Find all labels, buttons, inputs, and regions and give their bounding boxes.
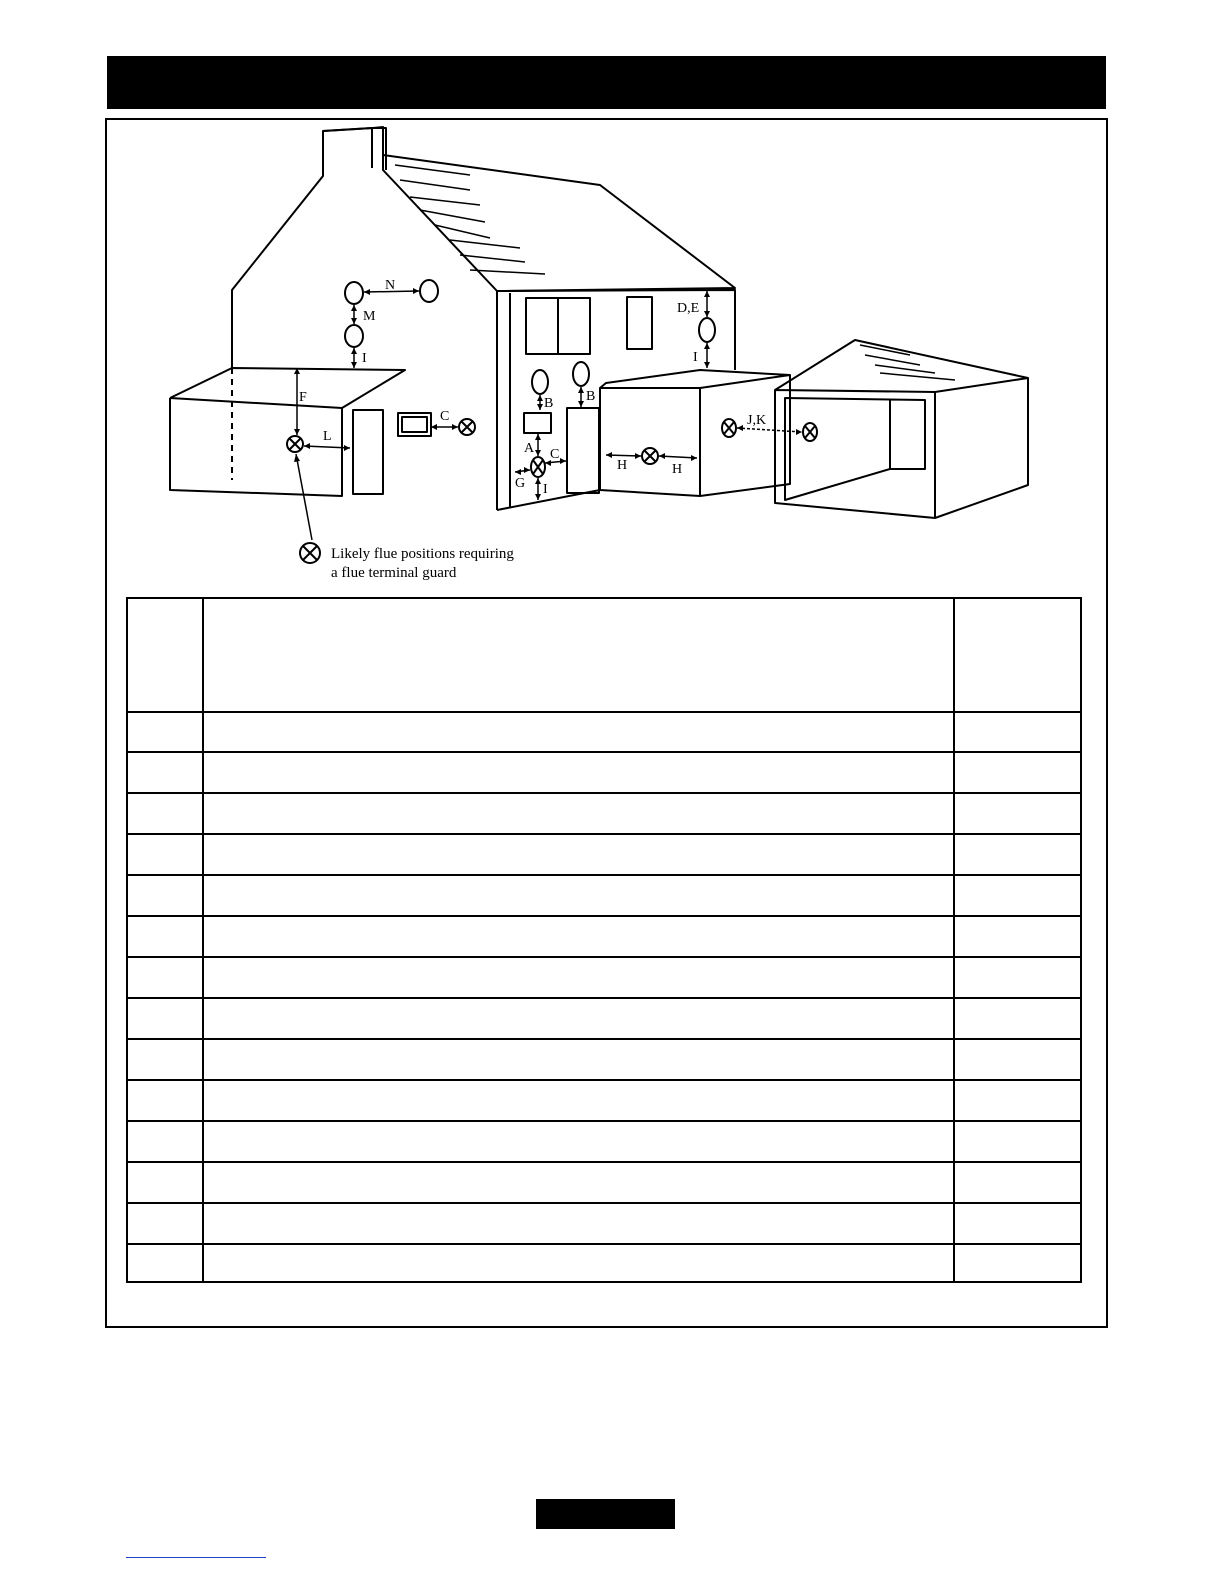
footer-link-underline[interactable] — [126, 1557, 266, 1558]
label-c-upper: C — [440, 409, 450, 424]
table-row-divider — [128, 833, 1080, 835]
table-row-divider — [128, 1161, 1080, 1163]
label-b-left: B — [544, 396, 554, 411]
table-row-divider — [128, 915, 1080, 917]
label-f: F — [299, 390, 307, 405]
table-row-divider — [128, 997, 1080, 999]
legend-text-line-1: Likely flue positions requiring — [331, 546, 514, 562]
clearance-table — [126, 597, 1082, 1283]
table-column-divider — [953, 599, 955, 1281]
label-i-bottom: I — [543, 482, 548, 497]
guarded-terminal-jk-right — [803, 423, 817, 441]
guarded-terminal-f — [287, 436, 303, 452]
table-row-divider — [128, 1120, 1080, 1122]
label-h-left: H — [617, 458, 628, 473]
guarded-terminal-a — [531, 457, 545, 477]
chimney — [323, 128, 386, 170]
label-i-left: I — [362, 351, 367, 366]
legend-leader — [296, 454, 312, 540]
terminal-de — [699, 318, 715, 342]
label-b-right: B — [586, 389, 596, 404]
page-number-box — [536, 1499, 675, 1529]
house-diagram — [0, 0, 1225, 600]
label-n: N — [385, 278, 396, 293]
guarded-terminal-jk-left — [722, 419, 736, 437]
terminal-n-left — [345, 282, 363, 304]
door-main — [567, 408, 599, 493]
middle-extension — [600, 370, 790, 496]
legend-text-line-2: a flue terminal guard — [331, 565, 457, 581]
label-m: M — [363, 309, 376, 324]
guarded-terminal-h — [642, 448, 658, 464]
table-row-divider — [128, 751, 1080, 753]
terminal-n-right — [420, 280, 438, 302]
door-extension — [353, 410, 383, 494]
table-row-divider — [128, 956, 1080, 958]
table-column-divider — [202, 599, 204, 1281]
terminal-b-left — [532, 370, 548, 394]
main-roof — [383, 155, 735, 291]
terminal-b-right — [573, 362, 589, 386]
left-extension — [170, 368, 405, 496]
table-row-divider — [128, 1038, 1080, 1040]
label-l: L — [323, 429, 332, 444]
label-g: G — [515, 476, 526, 491]
table-row-divider — [128, 1243, 1080, 1245]
label-h-right: H — [672, 462, 683, 477]
label-c-lower: C — [550, 447, 560, 462]
terminal-m — [345, 325, 363, 347]
table-row-divider — [128, 792, 1080, 794]
label-i-right: I — [693, 350, 698, 365]
window-upper-right — [627, 297, 652, 349]
label-jk: J,K — [747, 413, 767, 428]
table-row-divider — [128, 711, 1080, 713]
label-a: A — [524, 441, 535, 456]
flue-terminal-guard-icon — [300, 543, 320, 563]
guarded-terminal-c — [459, 419, 475, 435]
table-row-divider — [128, 1202, 1080, 1204]
window-small — [524, 413, 551, 433]
label-de: D,E — [677, 301, 700, 316]
table-row-divider — [128, 1079, 1080, 1081]
table-row-divider — [128, 874, 1080, 876]
